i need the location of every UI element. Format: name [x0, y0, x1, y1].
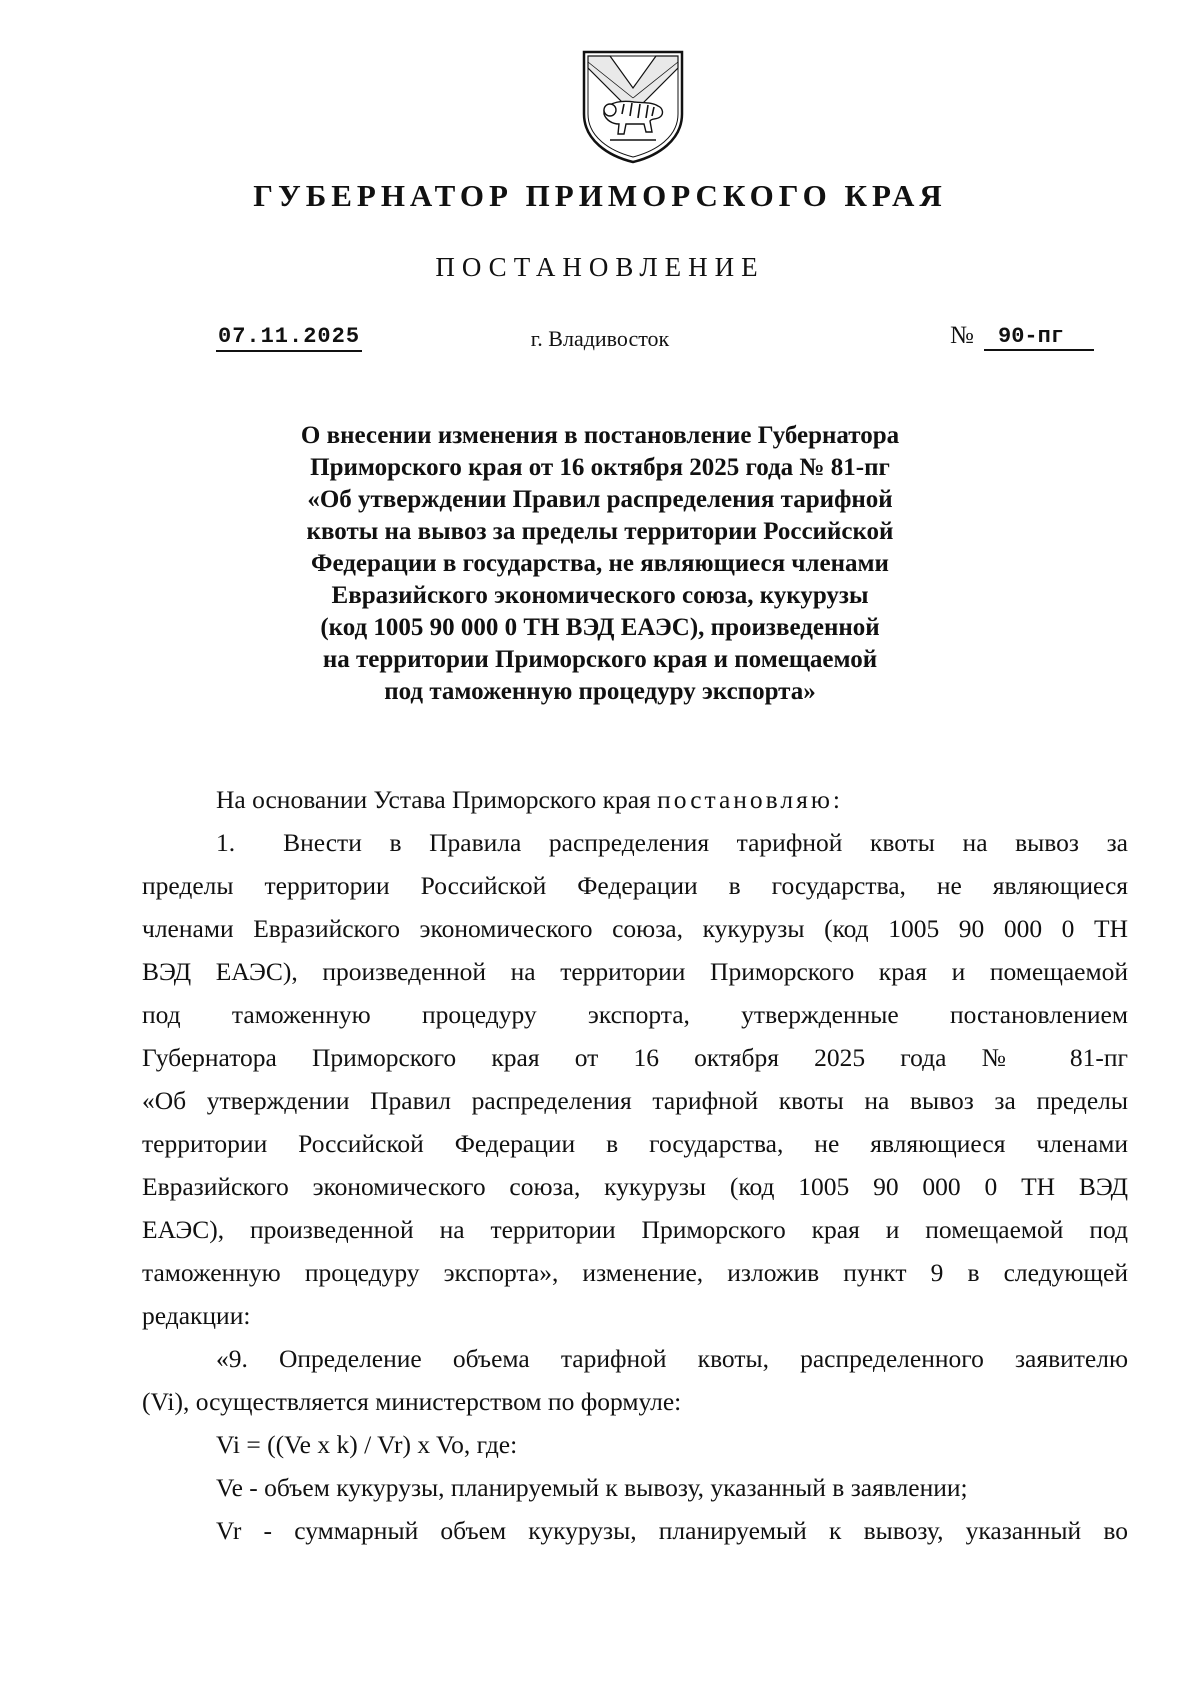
clause-9-line: (Vi), осуществляется министерством по формуле: — [142, 1387, 682, 1416]
item-1-line: таможенную процедуру экспорта», изменение, изложив пункт 9 в следующей — [142, 1258, 1128, 1287]
coat-of-arms — [580, 48, 686, 166]
item-1-line — [142, 821, 1128, 864]
title-line: Приморского края от 16 октября 2025 года № 81-пг — [310, 454, 890, 481]
clause-9-line: «9. Определение объема тарифной квоты, распределенного заявителю — [216, 1344, 1128, 1373]
item-1-line: редакции: — [142, 1301, 251, 1330]
document-number: 90-пг — [984, 324, 1094, 351]
title-line: квоты на вывоз за пределы территории Российской — [306, 518, 894, 545]
item-1-line: пределы территории Российской Федерации в государства, не являющиеся — [142, 871, 1128, 900]
organization-heading: ГУБЕРНАТОР ПРИМОРСКОГО КРАЯ — [253, 178, 947, 213]
item-1-number: 1. — [216, 828, 236, 857]
item-1-line-text: Внести в Правила распределения тарифной квоты на вывоз за — [283, 828, 1128, 857]
item-1-line: членами Евразийского экономического союза, кукурузы (код 1005 90 000 0 ТН — [142, 914, 1128, 943]
item-1-paragraph — [142, 821, 1128, 1337]
document-body — [142, 778, 1128, 1552]
definition-vr: Vr - суммарный объем кукурузы, планируемый к вывозу, указанный во — [216, 1516, 1128, 1545]
item-1-line: Губернатора Приморского края от 16 октября 2025 года № 81-пг — [142, 1043, 1128, 1072]
preamble-verb: постановляю: — [657, 785, 843, 814]
title-line: «Об утверждении Правил распределения тарифной — [307, 486, 893, 513]
clause-9-paragraph — [142, 1337, 1128, 1423]
title-line: под таможенную процедуру экспорта» — [384, 678, 816, 705]
document-city: г. Владивосток — [530, 326, 670, 351]
title-line: (код 1005 90 000 0 ТН ВЭД ЕАЭС), произведенной — [320, 614, 880, 641]
formula: Vi = ((Ve x k) / Vr) x Vo, где: — [216, 1430, 518, 1459]
definition-ve: Ve - объем кукурузы, планируемый к вывозу, указанный в заявлении; — [216, 1473, 968, 1502]
preamble-text: На основании Устава Приморского края — [216, 785, 651, 814]
document-date: 07.11.2025 — [216, 324, 362, 352]
item-1-line: ВЭД ЕАЭС), произведенной на территории Приморского края и помещаемой — [142, 957, 1128, 986]
title-line: Евразийского экономического союза, кукурузы — [331, 582, 869, 609]
title-line: на территории Приморского края и помещаемой — [322, 646, 878, 673]
item-1-line: Евразийского экономического союза, кукурузы (код 1005 90 000 0 ТН ВЭД — [142, 1172, 1128, 1201]
title-line: О внесении изменения в постановление Губернатора — [300, 422, 900, 449]
document-title — [200, 420, 1000, 708]
item-1-line: ЕАЭС), произведенной на территории Приморского края и помещаемой под — [142, 1215, 1128, 1244]
item-1-line: территории Российской Федерации в государства, не являющиеся членами — [142, 1129, 1128, 1158]
item-1-line: «Об утверждении Правил распределения тарифной квоты на вывоз за пределы — [142, 1086, 1128, 1115]
document-number-label: № — [950, 322, 974, 349]
item-1-line: под таможенную процедуру экспорта, утвержденные постановлением — [142, 1000, 1128, 1029]
preamble-paragraph — [142, 778, 1128, 821]
primorsky-krai-coat-of-arms-icon — [580, 48, 686, 166]
title-line: Федерации в государства, не являющиеся членами — [311, 550, 889, 577]
document-type-heading: ПОСТАНОВЛЕНИЕ — [435, 252, 765, 282]
